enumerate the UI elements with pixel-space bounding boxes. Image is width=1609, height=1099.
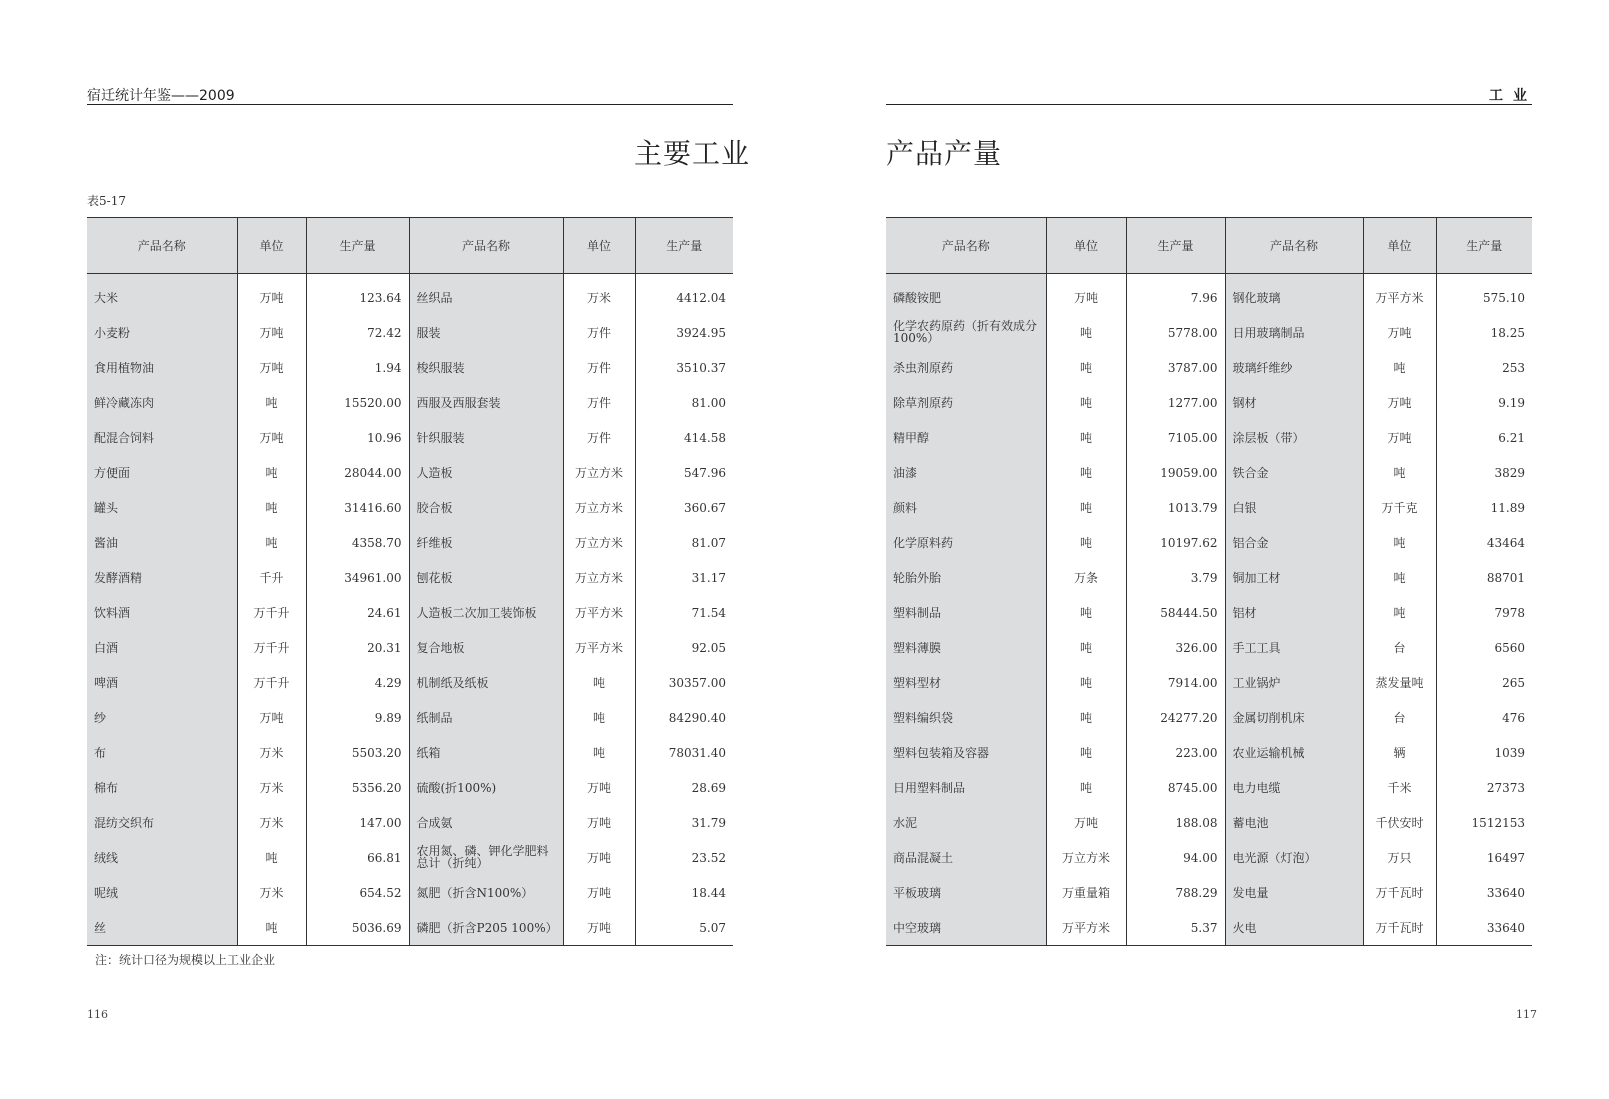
table-row bbox=[886, 700, 1532, 735]
product-name-cell: 火电 bbox=[1225, 910, 1363, 946]
table-row bbox=[87, 385, 733, 420]
table-row bbox=[87, 595, 733, 630]
output-value-cell: 33640 bbox=[1436, 910, 1532, 946]
output-value-cell: 18.44 bbox=[635, 875, 733, 910]
output-value-cell: 360.67 bbox=[635, 490, 733, 525]
unit-cell: 万米 bbox=[237, 770, 306, 805]
output-value-cell: 1013.79 bbox=[1126, 490, 1225, 525]
table-row bbox=[886, 840, 1532, 875]
unit-cell: 万件 bbox=[563, 420, 635, 455]
product-name-cell: 精甲醇 bbox=[886, 420, 1046, 455]
product-name-cell: 塑料编织袋 bbox=[886, 700, 1046, 735]
product-name-cell: 铝材 bbox=[1225, 595, 1363, 630]
unit-cell: 万立方米 bbox=[563, 490, 635, 525]
output-value-cell: 6560 bbox=[1436, 630, 1532, 665]
output-value-cell: 81.00 bbox=[635, 385, 733, 420]
unit-cell: 万件 bbox=[563, 315, 635, 350]
unit-cell: 吨 bbox=[1363, 525, 1436, 560]
product-name-cell: 纤维板 bbox=[409, 525, 563, 560]
product-name-cell: 铁合金 bbox=[1225, 455, 1363, 490]
product-name-cell: 发电量 bbox=[1225, 875, 1363, 910]
product-name-cell: 啤酒 bbox=[87, 665, 237, 700]
product-name-cell: 针织服装 bbox=[409, 420, 563, 455]
unit-cell: 万吨 bbox=[1046, 805, 1126, 840]
product-name-cell: 西服及西服套装 bbox=[409, 385, 563, 420]
product-name-cell: 食用植物油 bbox=[87, 350, 237, 385]
product-name-cell: 农业运输机械 bbox=[1225, 735, 1363, 770]
unit-cell: 万平方米 bbox=[563, 595, 635, 630]
output-value-cell: 788.29 bbox=[1126, 875, 1225, 910]
product-name-cell: 小麦粉 bbox=[87, 315, 237, 350]
output-value-cell: 7105.00 bbox=[1126, 420, 1225, 455]
product-name-cell: 人造板 bbox=[409, 455, 563, 490]
col-header-unit: 单位 bbox=[1046, 218, 1126, 274]
product-name-cell: 绒线 bbox=[87, 840, 237, 875]
table-header-row bbox=[886, 218, 1532, 274]
output-value-cell: 5.07 bbox=[635, 910, 733, 946]
product-name-cell: 磷肥（折含P205 100%） bbox=[409, 910, 563, 946]
product-name-cell: 磷酸铵肥 bbox=[886, 274, 1046, 316]
table-row bbox=[87, 490, 733, 525]
table-header-row bbox=[87, 218, 733, 274]
table-row bbox=[886, 875, 1532, 910]
product-name-cell bbox=[886, 315, 1046, 350]
page-title-left: 主要工业 bbox=[634, 137, 751, 170]
running-header-left: 宿迁统计年鉴——2009 bbox=[87, 88, 235, 104]
product-name-cell: 刨花板 bbox=[409, 560, 563, 595]
page-number-left: 116 bbox=[87, 1008, 108, 1021]
unit-cell: 万吨 bbox=[563, 770, 635, 805]
product-name-cell: 罐头 bbox=[87, 490, 237, 525]
output-value-cell: 476 bbox=[1436, 700, 1532, 735]
header-rule-left bbox=[87, 104, 733, 105]
output-value-cell: 4.29 bbox=[306, 665, 409, 700]
output-value-cell: 223.00 bbox=[1126, 735, 1225, 770]
table-row bbox=[886, 274, 1532, 316]
product-name-cell: 硫酸(折100%) bbox=[409, 770, 563, 805]
output-value-cell: 9.89 bbox=[306, 700, 409, 735]
output-value-cell: 18.25 bbox=[1436, 315, 1532, 350]
product-name-cell: 颜料 bbox=[886, 490, 1046, 525]
product-table-left bbox=[87, 217, 733, 946]
unit-cell: 万吨 bbox=[563, 875, 635, 910]
table-row bbox=[87, 700, 733, 735]
col-header-name: 产品名称 bbox=[886, 218, 1046, 274]
product-name-cell: 钢材 bbox=[1225, 385, 1363, 420]
unit-cell: 吨 bbox=[1046, 700, 1126, 735]
output-value-cell: 4358.70 bbox=[306, 525, 409, 560]
unit-cell: 万米 bbox=[563, 274, 635, 316]
table-footnote: 注：统计口径为规模以上工业企业 bbox=[95, 953, 276, 967]
output-value-cell: 71.54 bbox=[635, 595, 733, 630]
table-row bbox=[87, 805, 733, 840]
product-name-cell: 电光源（灯泡） bbox=[1225, 840, 1363, 875]
product-name-cell: 化学原料药 bbox=[886, 525, 1046, 560]
unit-cell: 万米 bbox=[237, 875, 306, 910]
product-name-cell: 饮料酒 bbox=[87, 595, 237, 630]
output-value-cell: 78031.40 bbox=[635, 735, 733, 770]
output-value-cell: 147.00 bbox=[306, 805, 409, 840]
product-name-cell: 纸制品 bbox=[409, 700, 563, 735]
unit-cell: 吨 bbox=[1046, 595, 1126, 630]
table-row bbox=[886, 770, 1532, 805]
output-value-cell: 5.37 bbox=[1126, 910, 1225, 946]
product-name-cell: 油漆 bbox=[886, 455, 1046, 490]
product-name-cell: 大米 bbox=[87, 274, 237, 316]
product-name-cell: 塑料薄膜 bbox=[886, 630, 1046, 665]
unit-cell: 万立方米 bbox=[563, 560, 635, 595]
product-name-cell: 玻璃纤维纱 bbox=[1225, 350, 1363, 385]
product-name-cell: 胶合板 bbox=[409, 490, 563, 525]
unit-cell: 万千升 bbox=[237, 665, 306, 700]
unit-cell: 万千升 bbox=[237, 630, 306, 665]
col-header-unit: 单位 bbox=[563, 218, 635, 274]
unit-cell: 吨 bbox=[1046, 525, 1126, 560]
product-name-cell: 复合地板 bbox=[409, 630, 563, 665]
unit-cell: 万吨 bbox=[1046, 274, 1126, 316]
col-header-name: 产品名称 bbox=[409, 218, 563, 274]
product-table-right bbox=[886, 217, 1532, 946]
output-value-cell: 414.58 bbox=[635, 420, 733, 455]
unit-cell: 吨 bbox=[237, 525, 306, 560]
output-value-cell: 5356.20 bbox=[306, 770, 409, 805]
output-value-cell: 6.21 bbox=[1436, 420, 1532, 455]
output-value-cell: 188.08 bbox=[1126, 805, 1225, 840]
table-row bbox=[87, 770, 733, 805]
table-row bbox=[886, 560, 1532, 595]
unit-cell: 万吨 bbox=[563, 805, 635, 840]
running-header-right: 工业 bbox=[1489, 88, 1537, 104]
unit-cell: 吨 bbox=[563, 735, 635, 770]
table-number: 表5-17 bbox=[87, 194, 126, 208]
product-name-cell: 塑料包装箱及容器 bbox=[886, 735, 1046, 770]
unit-cell: 吨 bbox=[237, 385, 306, 420]
output-value-cell: 15520.00 bbox=[306, 385, 409, 420]
product-name-cell: 白酒 bbox=[87, 630, 237, 665]
output-value-cell: 575.10 bbox=[1436, 274, 1532, 316]
table-row bbox=[87, 665, 733, 700]
output-value-cell: 19059.00 bbox=[1126, 455, 1225, 490]
unit-cell: 吨 bbox=[1363, 560, 1436, 595]
unit-cell: 吨 bbox=[1046, 420, 1126, 455]
output-value-cell: 654.52 bbox=[306, 875, 409, 910]
output-value-cell: 31.79 bbox=[635, 805, 733, 840]
unit-cell: 吨 bbox=[563, 665, 635, 700]
table-row bbox=[87, 350, 733, 385]
output-value-cell: 94.00 bbox=[1126, 840, 1225, 875]
output-value-cell: 27373 bbox=[1436, 770, 1532, 805]
table-body-left bbox=[87, 274, 733, 946]
product-name-cell: 纸箱 bbox=[409, 735, 563, 770]
output-value-cell: 7914.00 bbox=[1126, 665, 1225, 700]
product-name-cell: 商品混凝土 bbox=[886, 840, 1046, 875]
unit-cell: 万吨 bbox=[237, 420, 306, 455]
col-header-unit: 单位 bbox=[237, 218, 306, 274]
table-row bbox=[886, 595, 1532, 630]
table-row bbox=[886, 805, 1532, 840]
product-name-cell: 机制纸及纸板 bbox=[409, 665, 563, 700]
product-name-cell: 梭织服装 bbox=[409, 350, 563, 385]
table-row bbox=[87, 875, 733, 910]
product-name-cell: 塑料制品 bbox=[886, 595, 1046, 630]
unit-cell: 吨 bbox=[1046, 630, 1126, 665]
product-name-cell: 酱油 bbox=[87, 525, 237, 560]
product-name-cell: 日用玻璃制品 bbox=[1225, 315, 1363, 350]
col-header-output: 生产量 bbox=[635, 218, 733, 274]
table-row bbox=[886, 455, 1532, 490]
unit-cell: 万平方米 bbox=[1363, 274, 1436, 316]
page-title-right: 产品产量 bbox=[886, 137, 1003, 170]
page-number-right: 117 bbox=[1516, 1008, 1537, 1021]
product-name-cell: 棉布 bbox=[87, 770, 237, 805]
table-row bbox=[886, 420, 1532, 455]
output-value-cell: 1.94 bbox=[306, 350, 409, 385]
unit-cell: 吨 bbox=[1046, 665, 1126, 700]
product-name-cell: 日用塑料制品 bbox=[886, 770, 1046, 805]
unit-cell: 万立方米 bbox=[563, 455, 635, 490]
product-name-cell: 方便面 bbox=[87, 455, 237, 490]
table-row bbox=[87, 735, 733, 770]
unit-cell: 万平方米 bbox=[563, 630, 635, 665]
unit-cell: 万立方米 bbox=[563, 525, 635, 560]
table-row bbox=[886, 630, 1532, 665]
unit-cell: 吨 bbox=[237, 455, 306, 490]
table-row bbox=[87, 840, 733, 875]
table-row bbox=[886, 665, 1532, 700]
unit-cell: 蒸发量吨 bbox=[1363, 665, 1436, 700]
output-value-cell: 11.89 bbox=[1436, 490, 1532, 525]
output-value-cell: 31416.60 bbox=[306, 490, 409, 525]
product-name-cell: 服装 bbox=[409, 315, 563, 350]
product-name-cell: 配混合饲料 bbox=[87, 420, 237, 455]
product-name-cell: 轮胎外胎 bbox=[886, 560, 1046, 595]
product-name-cell: 工业锅炉 bbox=[1225, 665, 1363, 700]
unit-cell: 吨 bbox=[237, 910, 306, 946]
output-value-cell: 10197.62 bbox=[1126, 525, 1225, 560]
unit-cell: 台 bbox=[1363, 630, 1436, 665]
product-name-cell: 蓄电池 bbox=[1225, 805, 1363, 840]
unit-cell: 吨 bbox=[1046, 350, 1126, 385]
output-value-cell: 7.96 bbox=[1126, 274, 1225, 316]
unit-cell: 吨 bbox=[1363, 350, 1436, 385]
output-value-cell: 34961.00 bbox=[306, 560, 409, 595]
product-name-cell: 中空玻璃 bbox=[886, 910, 1046, 946]
product-name-cell: 布 bbox=[87, 735, 237, 770]
unit-cell: 吨 bbox=[1363, 455, 1436, 490]
unit-cell: 辆 bbox=[1363, 735, 1436, 770]
output-value-cell: 3787.00 bbox=[1126, 350, 1225, 385]
output-value-cell: 8745.00 bbox=[1126, 770, 1225, 805]
unit-cell: 万千瓦时 bbox=[1363, 875, 1436, 910]
unit-cell: 万吨 bbox=[1363, 420, 1436, 455]
output-value-cell: 1039 bbox=[1436, 735, 1532, 770]
output-value-cell: 24277.20 bbox=[1126, 700, 1225, 735]
unit-cell: 万吨 bbox=[237, 700, 306, 735]
unit-cell: 万吨 bbox=[237, 350, 306, 385]
output-value-cell: 123.64 bbox=[306, 274, 409, 316]
output-value-cell: 7978 bbox=[1436, 595, 1532, 630]
unit-cell: 台 bbox=[1363, 700, 1436, 735]
product-name-cell: 纱 bbox=[87, 700, 237, 735]
table-row bbox=[886, 350, 1532, 385]
unit-cell: 吨 bbox=[1046, 455, 1126, 490]
output-value-cell: 326.00 bbox=[1126, 630, 1225, 665]
unit-cell: 万吨 bbox=[1363, 385, 1436, 420]
output-value-cell: 72.42 bbox=[306, 315, 409, 350]
table-row bbox=[87, 420, 733, 455]
unit-cell: 万平方米 bbox=[1046, 910, 1126, 946]
unit-cell: 吨 bbox=[1363, 595, 1436, 630]
product-name-cell-text: 化学农药原药（折有效成分100%） bbox=[893, 319, 1038, 345]
col-header-output: 生产量 bbox=[1436, 218, 1532, 274]
table-row bbox=[87, 455, 733, 490]
unit-cell: 万吨 bbox=[237, 274, 306, 316]
product-name-cell: 杀虫剂原药 bbox=[886, 350, 1046, 385]
product-name-cell: 白银 bbox=[1225, 490, 1363, 525]
col-header-output: 生产量 bbox=[1126, 218, 1225, 274]
output-value-cell: 92.05 bbox=[635, 630, 733, 665]
table-row bbox=[87, 560, 733, 595]
table-row bbox=[886, 735, 1532, 770]
unit-cell: 吨 bbox=[237, 840, 306, 875]
col-header-output: 生产量 bbox=[306, 218, 409, 274]
product-name-cell: 丝织品 bbox=[409, 274, 563, 316]
unit-cell: 吨 bbox=[237, 490, 306, 525]
product-name-cell: 人造板二次加工装饰板 bbox=[409, 595, 563, 630]
unit-cell: 吨 bbox=[1046, 770, 1126, 805]
unit-cell: 吨 bbox=[1046, 315, 1126, 350]
product-name-cell: 手工工具 bbox=[1225, 630, 1363, 665]
product-name-cell: 铝合金 bbox=[1225, 525, 1363, 560]
product-name-cell: 混纺交织布 bbox=[87, 805, 237, 840]
product-name-cell: 电力电缆 bbox=[1225, 770, 1363, 805]
table-row bbox=[87, 274, 733, 316]
product-name-cell: 涂层板（带） bbox=[1225, 420, 1363, 455]
unit-cell: 吨 bbox=[563, 700, 635, 735]
unit-cell: 万千克 bbox=[1363, 490, 1436, 525]
output-value-cell: 58444.50 bbox=[1126, 595, 1225, 630]
unit-cell: 万件 bbox=[563, 385, 635, 420]
output-value-cell: 4412.04 bbox=[635, 274, 733, 316]
output-value-cell: 30357.00 bbox=[635, 665, 733, 700]
col-header-name: 产品名称 bbox=[1225, 218, 1363, 274]
product-name-cell-text: 农用氮、磷、钾化学肥料总计（折纯） bbox=[416, 844, 549, 870]
product-name-cell: 发酵酒精 bbox=[87, 560, 237, 595]
output-value-cell: 16497 bbox=[1436, 840, 1532, 875]
output-value-cell: 265 bbox=[1436, 665, 1532, 700]
unit-cell: 万只 bbox=[1363, 840, 1436, 875]
unit-cell: 万米 bbox=[237, 735, 306, 770]
table-row bbox=[87, 315, 733, 350]
unit-cell: 千米 bbox=[1363, 770, 1436, 805]
output-value-cell: 9.19 bbox=[1436, 385, 1532, 420]
output-value-cell: 66.81 bbox=[306, 840, 409, 875]
output-value-cell: 33640 bbox=[1436, 875, 1532, 910]
output-value-cell: 3829 bbox=[1436, 455, 1532, 490]
col-header-unit: 单位 bbox=[1363, 218, 1436, 274]
unit-cell: 万吨 bbox=[1363, 315, 1436, 350]
unit-cell: 万吨 bbox=[563, 910, 635, 946]
header-rule-right bbox=[886, 104, 1532, 105]
output-value-cell: 28.69 bbox=[635, 770, 733, 805]
unit-cell: 万条 bbox=[1046, 560, 1126, 595]
table-row bbox=[87, 630, 733, 665]
unit-cell: 万件 bbox=[563, 350, 635, 385]
product-name-cell: 钢化玻璃 bbox=[1225, 274, 1363, 316]
output-value-cell: 43464 bbox=[1436, 525, 1532, 560]
product-name-cell: 丝 bbox=[87, 910, 237, 946]
output-value-cell: 5778.00 bbox=[1126, 315, 1225, 350]
output-value-cell: 3924.95 bbox=[635, 315, 733, 350]
output-value-cell: 3.79 bbox=[1126, 560, 1225, 595]
output-value-cell: 24.61 bbox=[306, 595, 409, 630]
unit-cell: 万吨 bbox=[563, 840, 635, 875]
table-row bbox=[886, 315, 1532, 350]
unit-cell: 万吨 bbox=[237, 315, 306, 350]
unit-cell: 万重量箱 bbox=[1046, 875, 1126, 910]
product-name-cell: 合成氨 bbox=[409, 805, 563, 840]
unit-cell: 万立方米 bbox=[1046, 840, 1126, 875]
product-name-cell: 金属切削机床 bbox=[1225, 700, 1363, 735]
product-name-cell: 平板玻璃 bbox=[886, 875, 1046, 910]
table-row bbox=[886, 525, 1532, 560]
output-value-cell: 547.96 bbox=[635, 455, 733, 490]
unit-cell: 万米 bbox=[237, 805, 306, 840]
table-body-right bbox=[886, 274, 1532, 946]
table-row bbox=[886, 910, 1532, 946]
output-value-cell: 88701 bbox=[1436, 560, 1532, 595]
product-name-cell bbox=[409, 840, 563, 875]
unit-cell: 千伏安时 bbox=[1363, 805, 1436, 840]
product-name-cell: 氮肥（折含N100%） bbox=[409, 875, 563, 910]
output-value-cell: 28044.00 bbox=[306, 455, 409, 490]
output-value-cell: 81.07 bbox=[635, 525, 733, 560]
unit-cell: 吨 bbox=[1046, 385, 1126, 420]
col-header-name: 产品名称 bbox=[87, 218, 237, 274]
table-row bbox=[87, 525, 733, 560]
output-value-cell: 3510.37 bbox=[635, 350, 733, 385]
table-row bbox=[886, 490, 1532, 525]
table-row bbox=[87, 910, 733, 946]
product-name-cell: 铜加工材 bbox=[1225, 560, 1363, 595]
product-name-cell: 鲜冷藏冻肉 bbox=[87, 385, 237, 420]
unit-cell: 吨 bbox=[1046, 735, 1126, 770]
output-value-cell: 23.52 bbox=[635, 840, 733, 875]
unit-cell: 万千升 bbox=[237, 595, 306, 630]
product-name-cell: 水泥 bbox=[886, 805, 1046, 840]
output-value-cell: 31.17 bbox=[635, 560, 733, 595]
output-value-cell: 253 bbox=[1436, 350, 1532, 385]
product-name-cell: 除草剂原药 bbox=[886, 385, 1046, 420]
output-value-cell: 20.31 bbox=[306, 630, 409, 665]
output-value-cell: 1512153 bbox=[1436, 805, 1532, 840]
product-name-cell: 呢绒 bbox=[87, 875, 237, 910]
output-value-cell: 1277.00 bbox=[1126, 385, 1225, 420]
output-value-cell: 84290.40 bbox=[635, 700, 733, 735]
unit-cell: 吨 bbox=[1046, 490, 1126, 525]
unit-cell: 万千瓦时 bbox=[1363, 910, 1436, 946]
product-name-cell: 塑料型材 bbox=[886, 665, 1046, 700]
output-value-cell: 10.96 bbox=[306, 420, 409, 455]
output-value-cell: 5503.20 bbox=[306, 735, 409, 770]
output-value-cell: 5036.69 bbox=[306, 910, 409, 946]
unit-cell: 千升 bbox=[237, 560, 306, 595]
table-row bbox=[886, 385, 1532, 420]
